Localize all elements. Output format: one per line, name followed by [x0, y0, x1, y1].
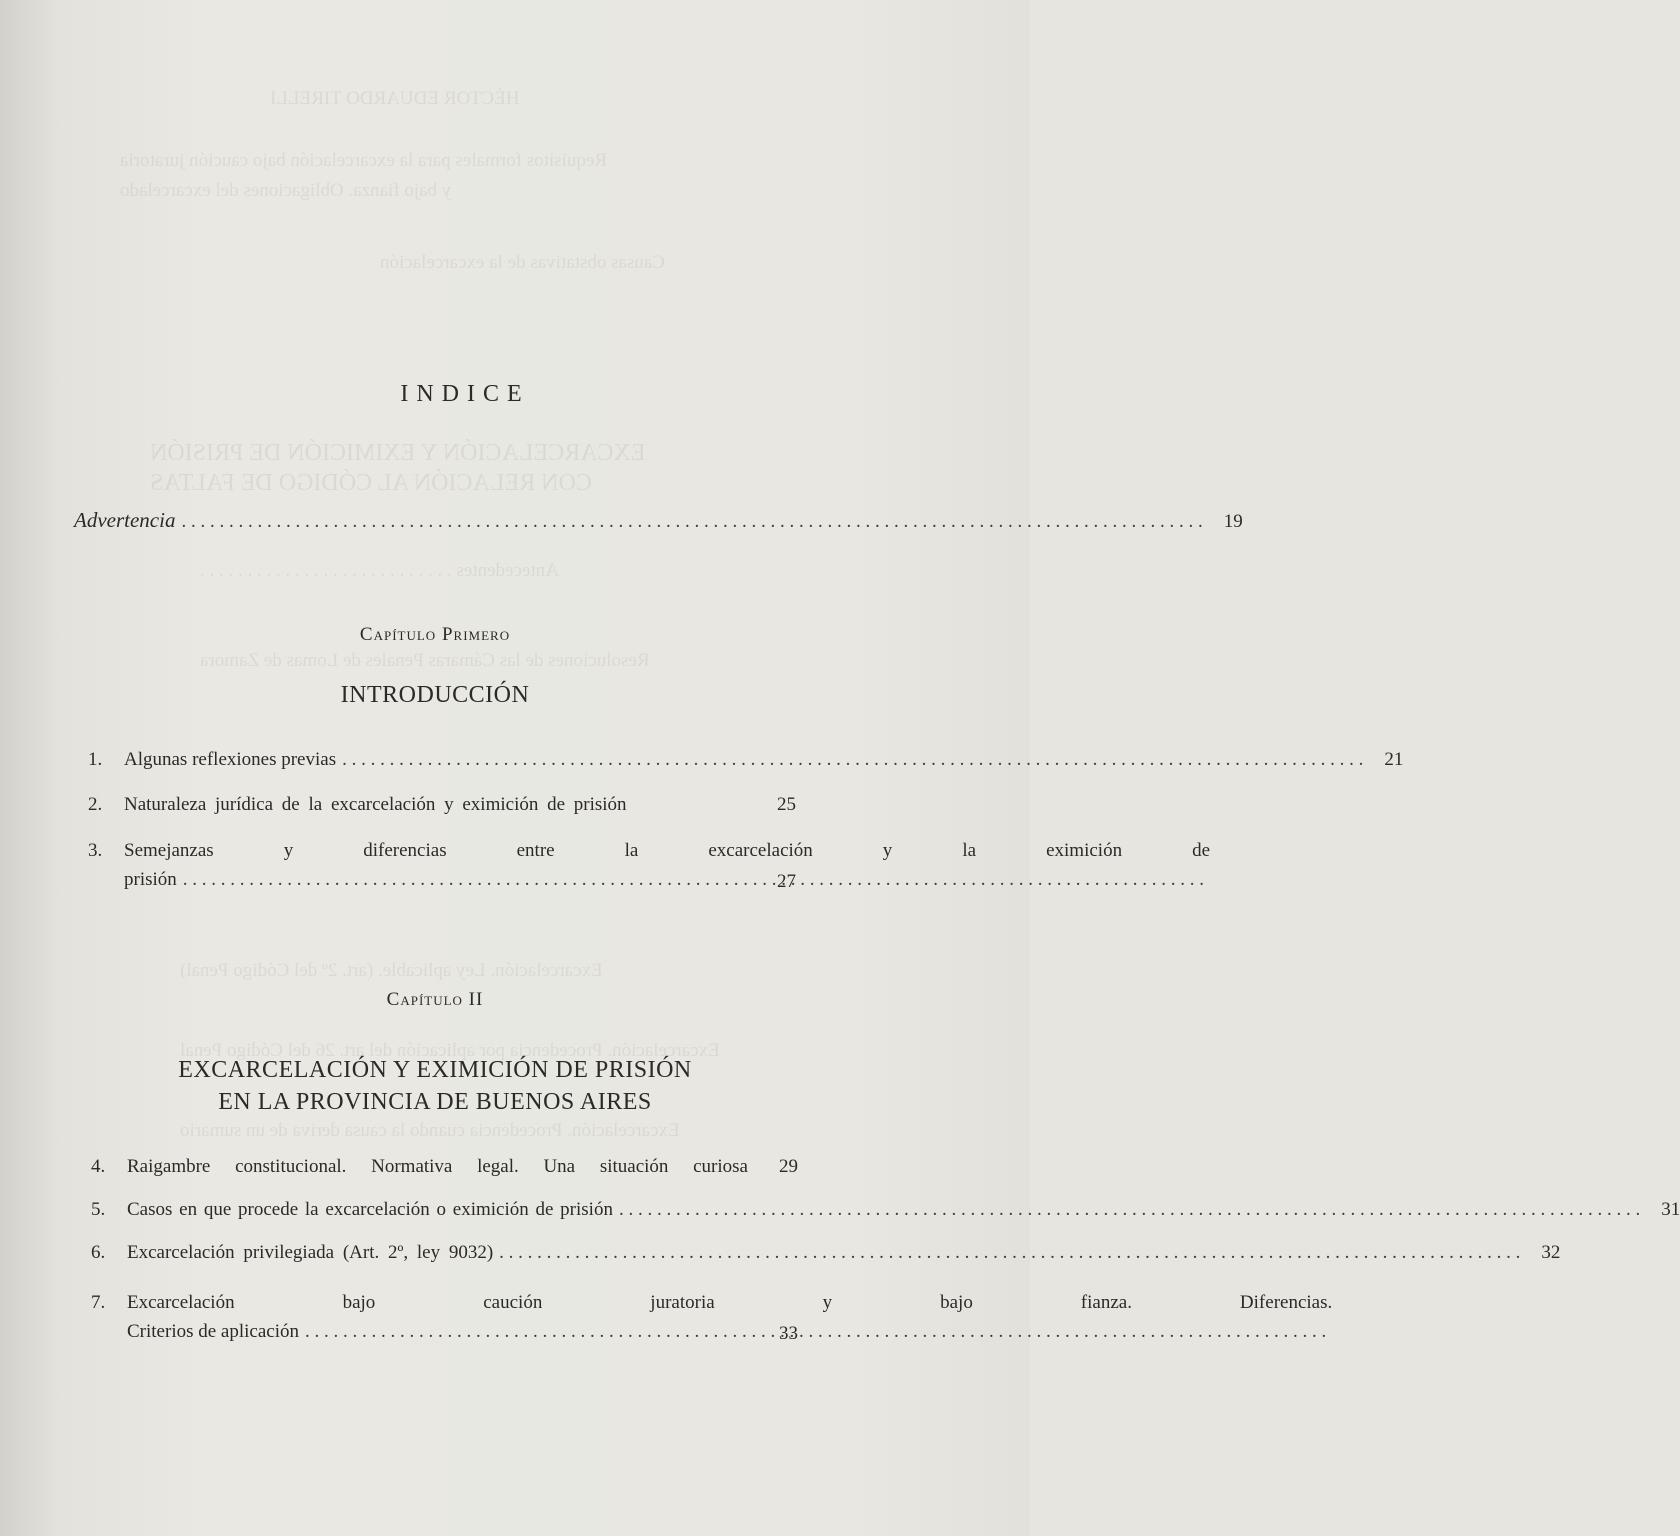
toc-entry-text: Excarcelación privilegiada (Art. 2º, ley 9032): [127, 1242, 494, 1263]
chapter-title: EN LA PROVINCIA DE BUENOS AIRES: [218, 1089, 652, 1115]
toc-page-number: 27: [777, 871, 796, 892]
toc-entry[interactable]: [88, 837, 1211, 892]
toc-entry-text: Criterios de aplicación: [127, 1321, 299, 1342]
toc-entry[interactable]: [91, 1153, 798, 1180]
toc-entry-text: prisión: [124, 869, 177, 890]
toc-page-number: 25: [777, 794, 796, 815]
toc-entry-text: Naturaleza jurídica de la excarcelación y eximición de prisión: [124, 794, 627, 815]
bleed-through: EXCARCELACIÓN Y EXIMICIÓN DE PRISIÓN: [150, 440, 646, 466]
toc-entry-label: Advertencia: [74, 508, 176, 532]
page-title: INDICE: [400, 381, 530, 407]
toc-entry[interactable]: [91, 1289, 1333, 1344]
bleed-through: Antecedentes . . . . . . . . . . . . . . . . . . . . . . . . . . .: [200, 560, 559, 581]
toc-page-number: 33: [779, 1323, 798, 1344]
chapter-label: Capítulo II: [386, 989, 484, 1010]
leader-dots: [183, 866, 1204, 893]
leader-dots: [342, 746, 1363, 773]
toc-entry-text: Excarcelación bajo caución juratoria y bajo fianza. Diferencias.: [127, 1292, 1333, 1313]
leader-dots: [181, 508, 1202, 535]
bleed-through: Requisitos formales para la excarcelación bajo caución juratoria: [120, 150, 607, 171]
toc-entry-number: 1.: [88, 749, 103, 770]
bleed-through: HÉCTOR EDUARDO TIRELLI: [270, 88, 520, 109]
bleed-through: Resoluciones de las Cámaras Penales de Lomas de Zamora: [200, 650, 650, 671]
toc-page-number: 19: [1223, 511, 1243, 532]
toc-entry-text: Algunas reflexiones previas: [124, 749, 337, 770]
toc-entry-number: 4.: [91, 1156, 106, 1177]
toc-entry-number: 2.: [88, 794, 103, 815]
toc-entry-text: Raigambre constitucional. Normativa legal. Una situación curiosa: [127, 1156, 748, 1177]
toc-page-number: 21: [1384, 749, 1404, 770]
leader-dots: [499, 1239, 1520, 1266]
toc-entry-number: 5.: [91, 1199, 106, 1220]
bleed-through: y bajo fianza. Obligaciones del excarcelado: [120, 180, 452, 201]
toc-entry[interactable]: [91, 1239, 1561, 1266]
chapter-title: INTRODUCCIÓN: [340, 682, 530, 708]
chapter-title: EXCARCELACIÓN Y EXIMICIÓN DE PRISIÓN: [178, 1057, 692, 1083]
bleed-through: Excarcelación. Procedencia cuando la causa deriva de un sumario: [180, 1120, 680, 1141]
toc-entry-text: Semejanzas y diferencias entre la excarcelación y la eximición de: [124, 840, 1211, 861]
toc-entry[interactable]: [91, 1196, 1680, 1223]
toc-entry[interactable]: [88, 791, 796, 818]
leader-dots: [619, 1196, 1640, 1223]
chapter-label: Capítulo Primero: [359, 624, 511, 645]
bleed-through: Excarcelación. Ley aplicable. (art. 2º del Código Penal): [180, 960, 603, 981]
toc-entry-number: 6.: [91, 1242, 106, 1263]
toc-page-number: 31: [1661, 1199, 1680, 1220]
toc-entry-advertencia[interactable]: [74, 507, 1243, 535]
toc-entry-number: 3.: [88, 840, 103, 861]
bleed-through: Excarcelación. Procedencia por aplicación del art. 26 del Código Penal: [180, 1040, 720, 1061]
bleed-through: CON RELACIÓN AL CÓDIGO DE FALTAS: [150, 470, 592, 496]
leader-dots: [305, 1318, 1326, 1345]
toc-entry-number: 7.: [91, 1292, 106, 1313]
toc-entry-text: Casos en que procede la excarcelación o eximición de prisión: [127, 1199, 613, 1220]
bleed-through: Causas obstativas de la excarcelación: [380, 252, 665, 273]
toc-page-number: 32: [1541, 1242, 1561, 1263]
toc-page-number: 29: [779, 1156, 798, 1177]
toc-entry[interactable]: [88, 746, 1404, 773]
